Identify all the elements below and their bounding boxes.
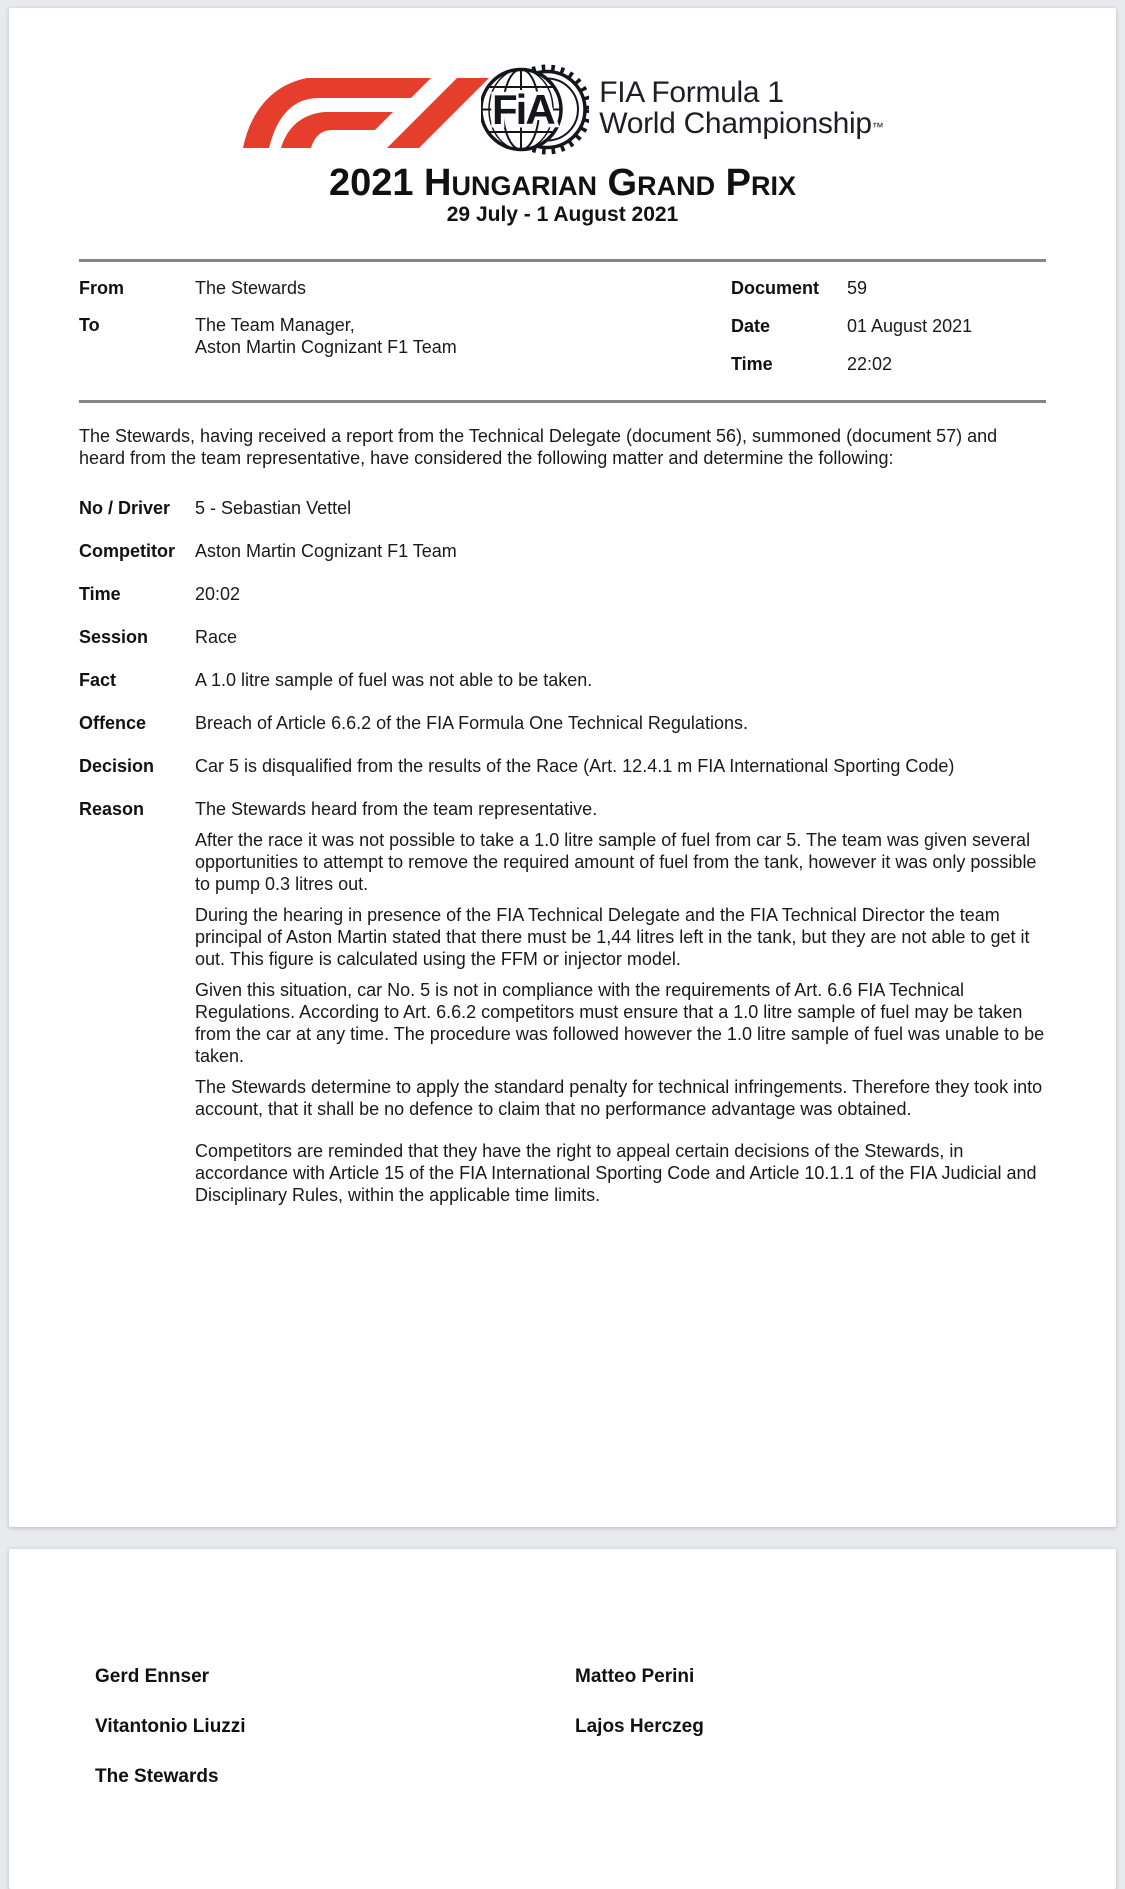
reason-paragraphs [195,798,1046,1206]
decision-details [79,497,1046,1206]
time-value: 22:02 [847,354,893,374]
detail-row-driver [79,497,1046,519]
reason-paragraph-5: The Stewards determine to apply the standard penalty for technical infringements. Therefore they took into account, that it shall be no defence to claim that no performance advantage was obtained. [195,1077,1043,1119]
driver-label: No / Driver [79,498,171,518]
to-label: To [79,315,100,335]
document-page-1 [9,8,1116,1527]
document-number: 59 [847,278,868,298]
signatory-lajos-herczeg: Lajos Herczeg [575,1716,704,1737]
time-of-incident-label: Time [79,584,121,604]
date-label: Date [731,316,771,336]
document-page-2 [9,1549,1116,1889]
reason-paragraph-4: Given this situation, car No. 5 is not in compliance with the requirements of Art. 6.6 FIA Technical Regulations. According to Art. 6.6.2 competitors must ensure that a 1.0 litre sample of fuel may be taken from the car at any time. The procedure was followed however the 1.0 litre sample of fuel was unable to be taken. [195,980,1045,1066]
meta-block [79,262,1046,400]
meta-right [731,277,972,375]
f1-logo-icon [241,72,491,148]
from-label: From [79,278,124,298]
signature-closing: The Stewards [95,1766,219,1787]
from-value: The Stewards [195,278,307,298]
signatory-matteo-perini: Matteo Perini [575,1666,695,1687]
fact-value: A 1.0 litre sample of fuel was not able to be taken. [195,670,593,690]
fia-wordmark [599,77,884,143]
trademark-symbol: ™ [871,119,884,134]
signatory-vitantonio-liuzzi: Vitantonio Liuzzi [95,1716,246,1737]
signature-row-1 [95,1665,1046,1688]
to-value-line1: The Team Manager, [195,315,355,335]
reason-paragraph-2: After the race it was not possible to take a 1.0 litre sample of fuel from car 5. The team was given several opportunities to attempt to remove the required amount of fuel from the tank, however it was only possible to pump 0.3 litres out. [195,830,1037,894]
detail-row-decision [79,755,1046,777]
session-value: Race [195,627,238,647]
competitor-value: Aston Martin Cognizant F1 Team [195,541,457,561]
signature-block [95,1665,1046,1788]
competitor-label: Competitor [79,541,175,561]
detail-row-offence [79,712,1046,734]
detail-row-competitor [79,540,1046,562]
session-label: Session [79,627,149,647]
offence-label: Offence [79,713,147,733]
detail-row-reason [79,798,1046,1206]
signatory-gerd-ennser: Gerd Ennser [95,1666,210,1687]
to-value-line2: Aston Martin Cognizant F1 Team [195,337,457,357]
decision-value: Car 5 is disqualified from the results of the Race (Art. 12.4.1 m FIA International Sporting Code) [195,756,955,776]
divider-meta-bottom [79,400,1046,403]
page-title: 2021 Hungarian Grand Prix [328,162,797,204]
appeal-rights-paragraph: Competitors are reminded that they have the right to appeal certain decisions of the Stewards, in accordance with Article 15 of the FIA International Sporting Code and Article 10.1.1 of the FIA Judicial and Disciplinary Rules, within the applicable time limits. [195,1141,1037,1205]
intro-paragraph: The Stewards, having received a report from the Technical Delegate (document 56), summoned (document 57) and heard from the team representative, have considered the following matter and determine the following: [79,426,998,468]
time-of-incident-value: 20:02 [195,584,241,604]
driver-value: 5 - Sebastian Vettel [195,498,352,518]
fia-monogram: FiA [492,86,554,133]
fact-label: Fact [79,670,117,690]
time-label: Time [731,354,773,374]
detail-row-fact [79,669,1046,691]
offence-value: Breach of Article 6.6.2 of the FIA Formula One Technical Regulations. [195,713,748,733]
detail-row-session [79,626,1046,648]
signature-closing-row [95,1765,1046,1788]
reason-paragraph-1: The Stewards heard from the team representative. [195,799,598,819]
reason-paragraph-3: During the hearing in presence of the FIA Technical Delegate and the FIA Technical Director the team principal of Aston Martin stated that there must be 1,44 litres left in the tank, but they are not able to get it out. This figure is calculated using the FFM or injector model. [195,905,1030,969]
event-date-range: 29 July - 1 August 2021 [446,203,679,226]
fia-wordmark-line1: FIA Formula 1 [599,75,784,109]
signature-row-2 [95,1715,1046,1738]
document-label: Document [731,278,820,298]
date-value: 01 August 2021 [847,316,973,336]
header-logo-row [79,62,1046,157]
reason-label: Reason [79,799,145,819]
detail-row-time [79,583,1046,605]
fia-wordmark-line2: World Championship™ [599,106,884,140]
fia-logo-icon [481,62,589,157]
decision-label: Decision [79,756,155,776]
